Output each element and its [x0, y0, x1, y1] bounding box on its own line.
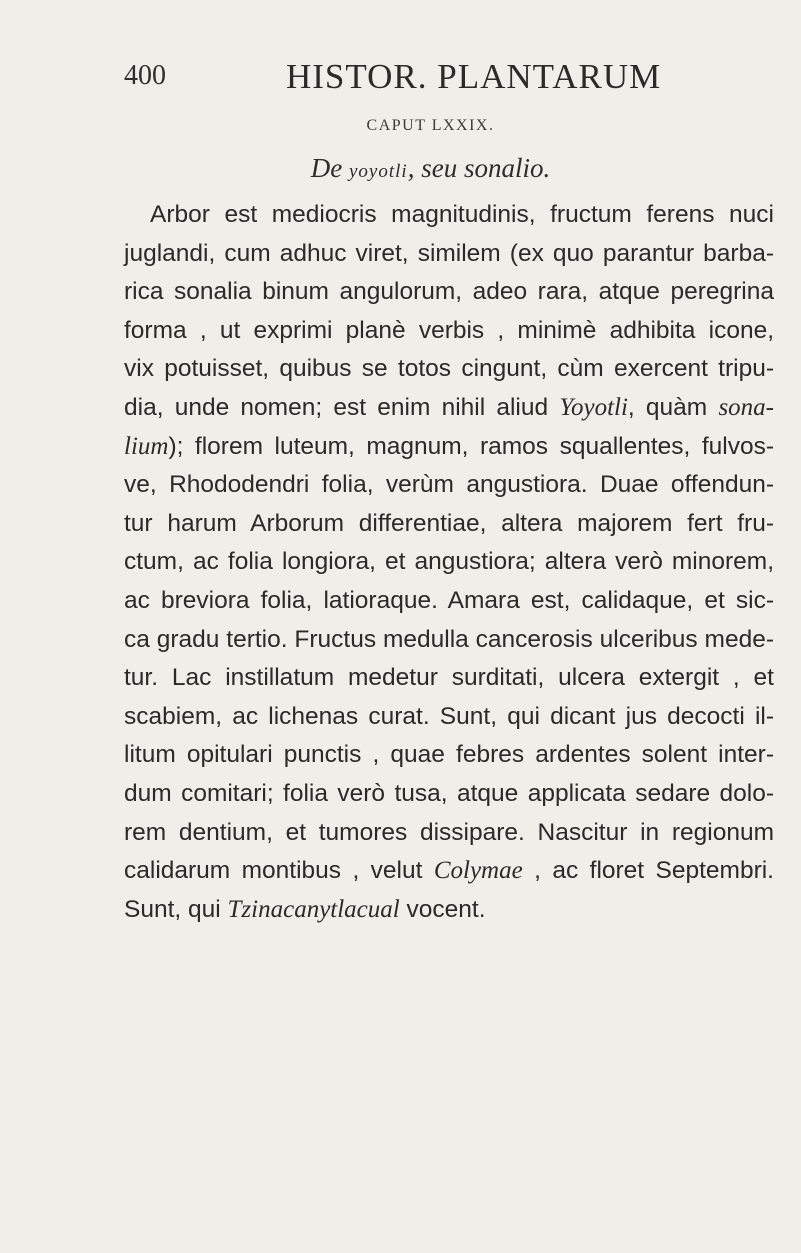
italic-term-tzinacanytlacual: Tzinacanytlacual: [227, 895, 400, 923]
text-segment: dia, unde nomen; est enim nihil aliud: [124, 393, 560, 421]
text-line: ctum, ac folia longiora, et angustiora; altera verò minorem,: [124, 548, 774, 576]
text-line: ac breviora folia, latioraque. Amara est, calidaque, et sic-: [124, 586, 774, 614]
text-line: [124, 428, 774, 467]
text-line: ve, Rhododendri folia, verùm angustiora. Duae offendun-: [124, 471, 774, 499]
italic-term-colymae: Colymae: [433, 857, 523, 885]
text-line: [124, 891, 774, 930]
text-segment: , ac floret Septembri.: [522, 857, 774, 885]
chapter-heading: CAPUT LXXIX.: [366, 117, 495, 134]
text-line: dum comitari; folia verò tusa, atque applicata sedare dolo-: [124, 779, 774, 807]
section-title: [0, 153, 801, 184]
text-line: scabiem, ac lichenas curat. Sunt, qui dicant jus decocti il-: [124, 702, 774, 730]
text-line: tur. Lac instillatum medetur surditati, ulcera extergit , et: [124, 664, 774, 692]
title-name: yoyotli: [349, 161, 408, 182]
text-line: [124, 389, 774, 428]
title-separator: ,: [407, 153, 422, 183]
text-line: rica sonalia binum angulorum, adeo rara, atque peregrina: [124, 278, 774, 306]
text-line: tur harum Arborum differentiae, altera majorem fert fru-: [124, 509, 774, 537]
text-line: litum opitulari punctis , quae febres ardentes solent inter-: [124, 741, 774, 769]
text-segment: ); florem luteum, magnum, ramos squallentes, fulvos-: [168, 432, 774, 460]
running-head: HISTOR. PLANTARUM: [286, 57, 662, 96]
text-line: vix potuisset, quibus se totos cingunt, cùm exercent tripu-: [124, 355, 774, 383]
italic-term-sonalium-end: lium: [124, 432, 169, 460]
text-segment: vocent.: [399, 895, 486, 923]
text-segment: , quàm: [627, 393, 719, 421]
italic-term-yoyotli: Yoyotli: [559, 393, 628, 421]
text-segment: Sunt, qui: [124, 895, 228, 923]
text-segment: calidarum montibus , velut: [124, 857, 434, 885]
text-line: forma , ut exprimi planè verbis , minimè adhibita icone,: [124, 316, 774, 344]
italic-term-sonalium: sona-: [718, 393, 774, 421]
title-alt: seu sonalio.: [421, 153, 551, 183]
text-line: ca gradu tertio. Fructus medulla cancerosis ulceribus mede-: [124, 625, 774, 653]
text-line: Arbor est mediocris magnitudinis, fructum ferens nuci: [150, 201, 774, 228]
title-de: De: [310, 153, 343, 183]
page-number: 400: [124, 60, 166, 91]
text-line: [124, 852, 774, 891]
text-line: juglandi, cum adhuc viret, similem (ex quo parantur barba-: [124, 239, 774, 267]
text-line: rem dentium, et tumores dissipare. Nascitur in regionum: [124, 818, 774, 846]
body-paragraph: [124, 196, 774, 929]
